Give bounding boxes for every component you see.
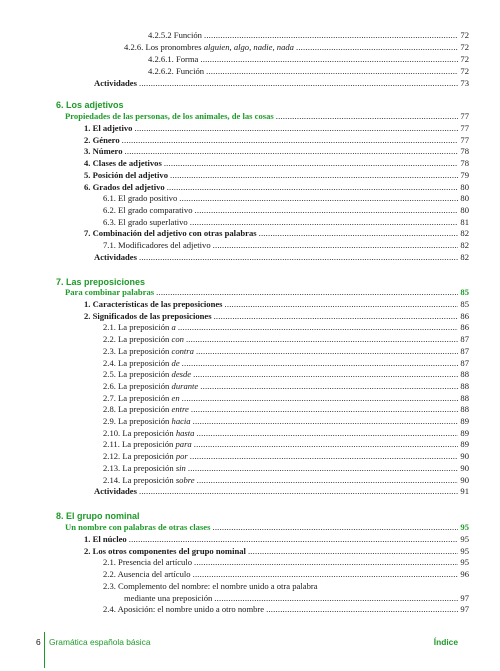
leader-dots <box>196 346 458 357</box>
toc-entry: 7. Combinación del adjetivo con otras palabras ..... 82 <box>84 228 469 239</box>
leader-dots <box>266 604 458 615</box>
page-number: 78 <box>460 158 469 169</box>
leader-dots <box>190 217 459 228</box>
toc-entry: 7.1. Modificadores del adjetivo ..... 82 <box>103 240 469 251</box>
toc-entry: 2.3. Complemento del nombre: el nombre unido a otra palabra <box>103 580 318 591</box>
section-subtitle: Un nombre con palabras de otras clases ..... 95 <box>65 522 469 533</box>
toc-entry: 6.3. El grado superlativo ..... 81 <box>103 217 469 228</box>
toc-entry: Actividades ..... 91 <box>94 486 469 497</box>
leader-dots <box>212 522 458 533</box>
page-number: 97 <box>460 604 469 615</box>
leader-dots <box>125 146 459 157</box>
toc-entry: 2.1. La preposición a ..... 86 <box>103 322 469 333</box>
leader-dots <box>200 54 458 65</box>
toc-entry: 2.2. Ausencia del artículo ..... 96 <box>103 569 469 580</box>
leader-dots <box>193 569 459 580</box>
leader-dots <box>200 381 458 392</box>
toc-entry-activities: Actividades ..... 73 <box>94 78 469 89</box>
page-number: 72 <box>460 30 469 40</box>
page-number: 95 <box>460 557 469 568</box>
toc-entry: 2.4. Aposición: el nombre unido a otro nombre ..... 97 <box>103 604 469 615</box>
leader-dots <box>197 475 459 486</box>
page-number: 96 <box>460 569 469 580</box>
leader-dots <box>167 182 459 193</box>
page-number: 72 <box>460 66 469 76</box>
toc-entry: 3. Número ..... 78 <box>84 146 469 157</box>
leader-dots <box>188 463 459 474</box>
leader-dots <box>156 287 458 298</box>
leader-dots <box>182 393 459 404</box>
leader-dots <box>259 228 459 239</box>
toc-entry: 2.11. La preposición para ..... 89 <box>103 439 469 450</box>
page-number: 91 <box>460 486 469 497</box>
toc-entry: 2.9. La preposición hacia ..... 89 <box>103 416 469 427</box>
page-number: 89 <box>460 427 469 438</box>
leader-dots <box>129 534 459 545</box>
leader-dots <box>204 30 458 41</box>
leader-dots <box>191 404 459 415</box>
page-number: 86 <box>460 310 469 321</box>
page-number: 82 <box>460 251 469 262</box>
leader-dots <box>164 158 459 169</box>
leader-dots <box>225 299 459 310</box>
toc-entry: 2. Género ..... 77 <box>84 135 469 146</box>
page-number: 90 <box>460 451 469 462</box>
toc-entry: 2.4. La preposición de ..... 87 <box>103 358 469 369</box>
leader-dots <box>213 240 459 251</box>
leader-dots <box>139 486 458 497</box>
page-number: 82 <box>460 240 469 250</box>
page-number: 85 <box>460 299 469 309</box>
footer-book-title: Gramática española básica <box>49 637 151 647</box>
page-number: 80 <box>460 204 469 215</box>
leader-dots <box>276 111 459 122</box>
page-number: 88 <box>460 380 469 391</box>
footer-rule <box>44 632 45 668</box>
section-subtitle: Propiedades de las personas, de los animales, de las cosas ..... 77 <box>65 111 469 122</box>
toc-entry: 2.14. La preposición sobre ..... 90 <box>103 475 469 486</box>
toc-entry: 6. Grados del adjetivo ..... 80 <box>84 182 469 193</box>
leader-dots <box>193 416 459 427</box>
page-number: 72 <box>460 54 469 64</box>
toc-entry: mediante una preposición ..... 97 <box>124 593 469 604</box>
leader-dots <box>193 369 458 380</box>
toc-entry: 2.5. La preposición desde ..... 88 <box>103 369 469 380</box>
page-number: 89 <box>460 416 469 426</box>
page-number: 82 <box>460 228 469 239</box>
toc-entry: 2.2. La preposición con ..... 87 <box>103 334 469 345</box>
toc-entry: 2.8. La preposición entre ..... 88 <box>103 404 469 415</box>
toc-entry: 4.2.6. Los pronombres alguien, algo, nadie, nada ..... 72 <box>124 42 469 53</box>
leader-dots <box>214 593 458 604</box>
page-number: 80 <box>460 181 469 192</box>
page-number: 77 <box>460 123 469 133</box>
page-number: 87 <box>460 345 469 356</box>
page-number: 73 <box>460 78 469 88</box>
section-subtitle: Para combinar palabras ..... 85 <box>65 287 469 298</box>
toc-entry: Actividades ..... 82 <box>94 252 469 263</box>
page-number: 88 <box>460 404 469 415</box>
toc-entry: 2. Los otros componentes del grupo nominal ..... 95 <box>84 546 469 557</box>
toc-entry: 2. Significados de las preposiciones ..... 86 <box>84 311 469 322</box>
leader-dots <box>194 439 459 450</box>
section-heading: 7. Las preposiciones <box>56 277 146 287</box>
page-number: 95 <box>460 534 469 544</box>
toc-entry: 4.2.6.1. Forma ..... 72 <box>148 54 469 65</box>
page-number: 87 <box>460 334 469 345</box>
leader-dots <box>179 193 458 204</box>
footer-section: Índice <box>433 637 458 647</box>
toc-entry: 2.10. La preposición hasta ..... 89 <box>103 428 469 439</box>
leader-dots <box>139 252 458 263</box>
leader-dots <box>182 358 459 369</box>
leader-dots <box>195 205 459 216</box>
leader-dots <box>139 78 458 89</box>
page-number: 72 <box>460 42 469 52</box>
toc-entry: 6.2. El grado comparativo ..... 80 <box>103 205 469 216</box>
leader-dots <box>296 42 458 53</box>
page-number: 81 <box>460 216 469 227</box>
page-number: 79 <box>460 169 469 180</box>
section-heading: 6. Los adjetivos <box>56 100 124 110</box>
leader-dots <box>134 123 458 134</box>
leader-dots <box>186 334 458 345</box>
toc-entry: 2.13. La preposición sin ..... 90 <box>103 463 469 474</box>
footer-page-number: 6 <box>36 637 41 647</box>
page-number: 90 <box>460 474 469 485</box>
page-number: 88 <box>460 392 469 403</box>
leader-dots <box>122 135 459 146</box>
page-number: 87 <box>460 357 469 368</box>
toc-entry: 4. Clases de adjetivos ..... 78 <box>84 158 469 169</box>
leader-dots <box>170 170 458 181</box>
leader-dots <box>248 546 458 557</box>
leader-dots <box>214 311 459 322</box>
leader-dots <box>206 66 458 77</box>
leader-dots <box>178 322 459 333</box>
toc-entry: 2.7. La preposición en ..... 88 <box>103 393 469 404</box>
toc-entry: 1. El adjetivo ..... 77 <box>84 123 469 134</box>
toc-entry: 1. El núcleo ..... 95 <box>84 534 469 545</box>
page-number: 88 <box>460 369 469 380</box>
page-number: 78 <box>460 146 469 157</box>
section-heading: 8. El grupo nominal <box>56 511 140 521</box>
toc-entry: 4.2.6.2. Función ..... 72 <box>148 66 469 77</box>
toc-entry: 2.3. La preposición contra ..... 87 <box>103 346 469 357</box>
page-number: 77 <box>460 134 469 145</box>
leader-dots <box>194 557 458 568</box>
page-number: 95 <box>460 545 469 556</box>
toc-entry: 1. Características de las preposiciones ..... 85 <box>84 299 469 310</box>
toc-entry: 6.1. El grado positivo ..... 80 <box>103 193 469 204</box>
page-number: 90 <box>460 462 469 473</box>
leader-dots <box>196 428 458 439</box>
toc-entry: 2.12. La preposición por ..... 90 <box>103 451 469 462</box>
page-number: 97 <box>460 592 469 603</box>
toc-entry: 5. Posición del adjetivo ..... 79 <box>84 170 469 181</box>
page-number: 86 <box>460 322 469 333</box>
toc-entry: 4.2.5.2 Función ..... 72 <box>148 30 469 41</box>
toc-entry: 2.6. La preposición durante ..... 88 <box>103 381 469 392</box>
page-number: 80 <box>460 193 469 204</box>
leader-dots <box>190 451 459 462</box>
toc-entry: 2.1. Presencia del artículo ..... 95 <box>103 557 469 568</box>
page-number: 89 <box>460 439 469 450</box>
